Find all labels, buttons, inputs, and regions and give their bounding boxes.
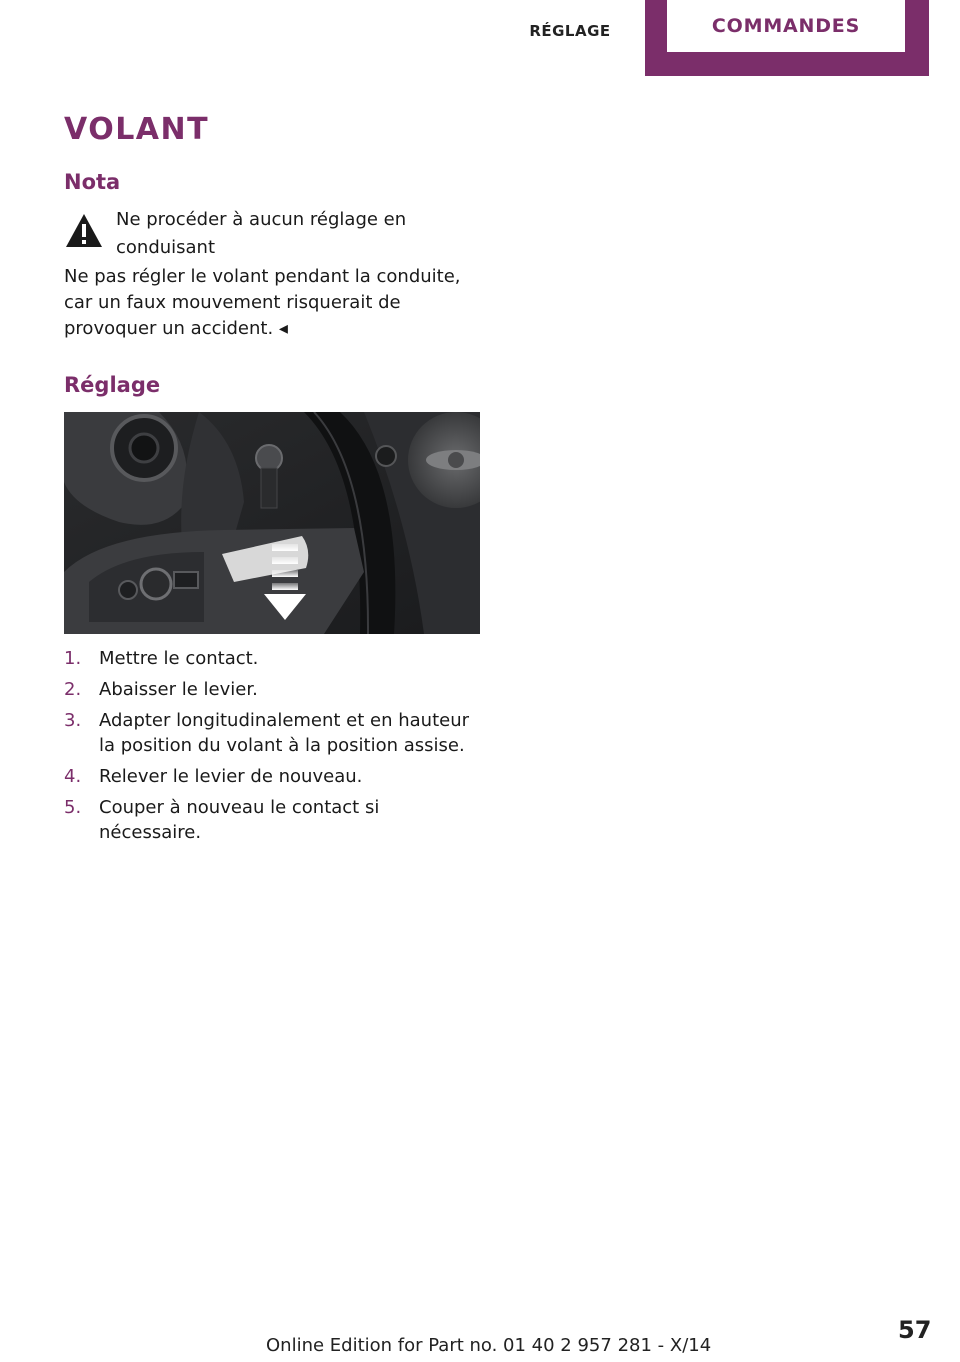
steering-column-lever-photo [64,412,480,634]
chapter-tab[interactable]: COMMANDES [667,0,905,52]
running-header-section: RÉGLAGE [529,22,611,40]
footer-edition: Online Edition for Part no. 01 40 2 957 281 - X/14 [266,1335,712,1356]
note-heading: Nota [64,170,121,194]
list-item: 4. Relever le levier de nouveau. [64,766,363,787]
list-item: 5. Couper à nouveau le contact si nécessaire. [64,797,380,843]
list-item: 1. Mettre le contact. [64,648,259,669]
list-item: 3. Adapter longitudinalement et en hauteur la position du volant à la position assise. [64,710,470,756]
warning-icon [64,211,104,251]
list-item: 2. Abaisser le levier. [64,679,258,700]
warning-title: Ne procéder à aucun réglage en conduisant [116,209,407,258]
page-number: 57 [898,1316,932,1344]
page-title: VOLANT [64,112,210,147]
adjustment-steps-list [64,646,484,851]
note-text: Ne pas régler le volant pendant la conduite, car un faux mouvement risquerait de provoquer un accident. ◂ [64,266,461,339]
section-heading-adjustment: Réglage [64,373,161,397]
